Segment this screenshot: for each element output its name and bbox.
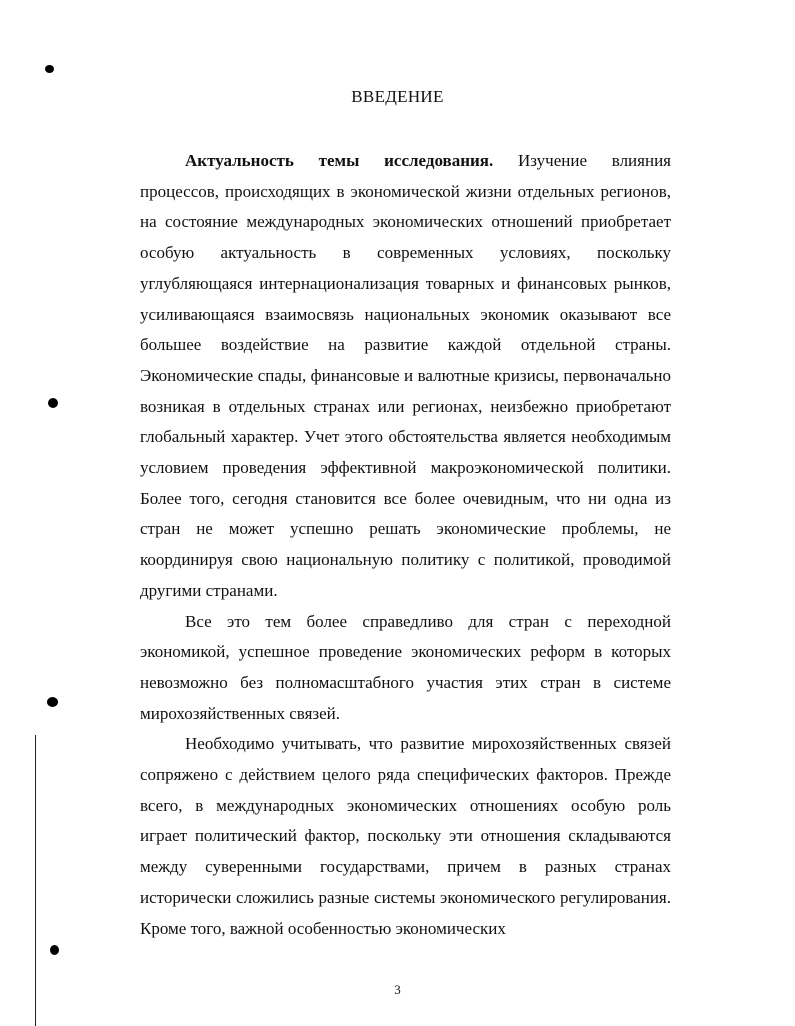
page-title: ВВЕДЕНИЕ <box>351 87 444 106</box>
paragraph-lead: Актуальность темы исследования. <box>185 151 494 170</box>
body-text <box>140 146 671 944</box>
scan-mark-1 <box>48 398 58 408</box>
paragraph-1 <box>140 146 671 607</box>
paragraph-3: Необходимо учитывать, что развитие мирохозяйственных связей сопряжено с действием целого ряда специфических факторов. Прежде всего, в международных экономических отношениях особую роль играет политический фактор, поскольку эти отношения складываются между суверенными государствами, причем в разных странах исторически сложились разные системы экономического регулирования. Кроме того, важной особенностью экономических <box>140 734 671 938</box>
paragraph-2: Все это тем более справедливо для стран с переходной экономикой, успешное проведение экономических реформ в которых невозможно без полномасштабного участия этих стран в системе мирохозяйственных связей. <box>140 611 671 723</box>
paragraph-text: Изучение влияния процессов, происходящих в экономической жизни отдельных регионов, на состояние международных экономических отношений приобретает особую актуальность в современных условиях, поскольку углубляющаяся интернационализация товарных и финансовых рынков, усиливающаяся взаимосвязь национальных экономик оказывают все большее воздействие на развитие каждой отдельной страны. Экономические спады, финансовые и валютные кризисы, первоначально возникая в отдельных странах или регионах, неизбежно приобретают глобальный характер. Учет этого обстоятельства является необходимым условием проведения эффективной макроэкономической политики. Более того, сегодня становится все более очевидным, что ни одна из стран не может успешно решать экономические проблемы, не координируя свою национальную политику с политикой, проводимой другими странами. <box>140 151 671 600</box>
scan-mark-2 <box>47 697 58 707</box>
page-number: 3 <box>394 982 401 997</box>
scan-mark-3 <box>50 945 59 955</box>
scan-mark-top <box>45 65 54 73</box>
